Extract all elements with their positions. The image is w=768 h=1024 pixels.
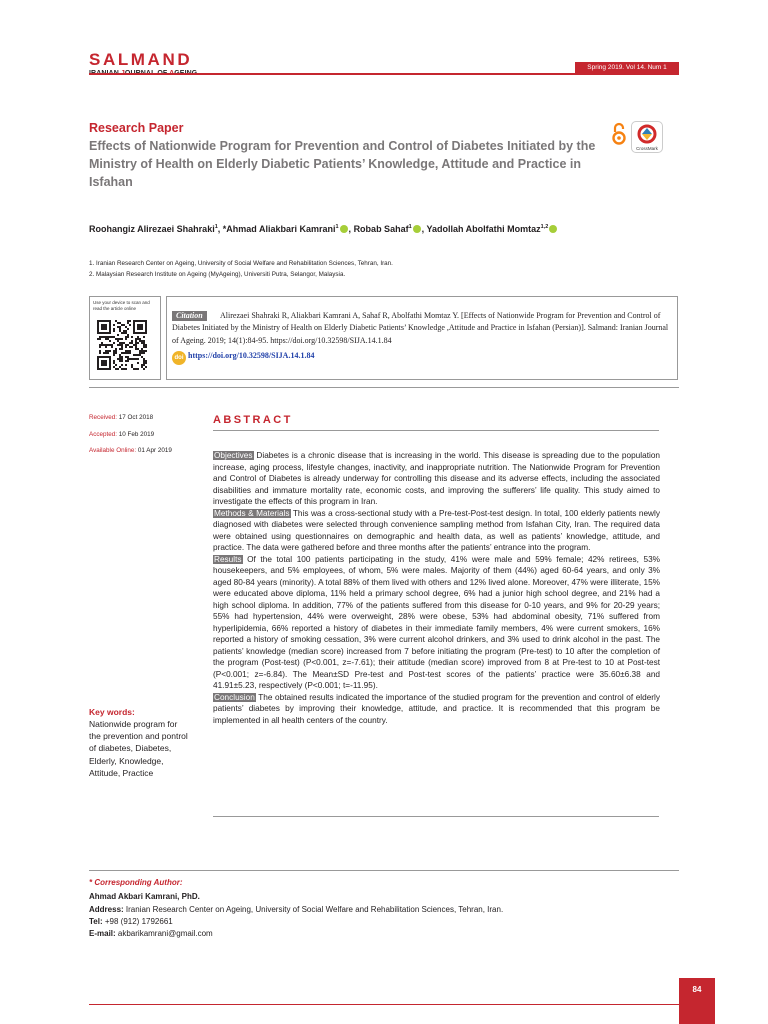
abstract-heading: ABSTRACT [213, 414, 293, 426]
conclusion-label: Conclusion [214, 692, 255, 702]
keywords-heading: Key words: [89, 707, 135, 717]
divider [89, 387, 679, 388]
orcid-icon[interactable] [340, 225, 348, 233]
conclusion-text: The obtained results indicated the importance of the studied program for the prevention and control of elderly patients’ diabetes by improving their knowledge, attitude, and practice. It is recommended that this program be implemented in all health centers of the country. [213, 692, 660, 725]
corresponding-address: Address: Iranian Research Center on Ageing, University of Social Welfare and Rehabilitation Sciences, Tehran, Iran. [89, 905, 504, 914]
keywords-text: Nationwide program for the prevention and pontrol of diabetes, Diabetes, Elderly, Knowledge, Attitude, Practice [89, 719, 188, 778]
abstract-body [213, 450, 660, 726]
crossmark-icon [632, 122, 662, 146]
affiliation: 2. Malaysian Research Institute on Ageing (MyAgeing), Universiti Putra, Selangor, Malaysia. [89, 271, 346, 278]
online-date: Available Online: 01 Apr 2019 [89, 447, 172, 454]
qr-code[interactable] [97, 320, 147, 370]
results-text: Of the total 100 patients participating in the study, 41% were male and 59% female; 42% retirees, 53% housekeepers, and 5% employees, of whom, 5% were males. Majority of them (44%) aged 60-64 years, and only 3% aged 80-84 years (minority). A total 88% of them lived with others and 12% lived alone. Moreover, 47% were illiterate, 15% were educated above diploma, 11% held a primary school degree, 6% had a junior high school degree, and 21% had a high school diploma. In addition, 77% of the patients suffered from this disease for 0-10 years, and 9% for 20-29 years; 55% had hypertension, 44% were overweight, 28% were obese, 53% had abdominal obesity, 71% suffered from hyperlipidemia, 66% reported a history of diabetes in their immediate family members, 4% were current smokers, 16% reported a history of smoking cessation, 3% were current alcohol drinkers, and 3% used to drink alcohol in the past. The patients’ knowledge (median score) increased from 7 before initiating the program (Pre-test) to 10 after the completion of the program (Post-test) (P<0.001, z=-7.61); their attitude (median score) improved from 8 at Pre-test to 10 at Post-test (P<0.001; z=-6.84). The Mean±SD Pre-test and Post-test scores of the patients’ practice were 35.60±6.38 and 41.91±5.23, respectively (P<0.001; t=-11.95). [213, 554, 660, 690]
results-label: Results [214, 554, 242, 564]
crossmark-label: CrossMark [636, 146, 658, 151]
divider [89, 870, 679, 871]
paper-type: Research Paper [89, 121, 184, 135]
issue-badge: Spring 2019. Vol 14. Num 1 [575, 62, 679, 74]
doi-link[interactable]: https://doi.org/10.32598/SIJA.14.1.84 [188, 351, 315, 360]
divider [213, 816, 659, 817]
author: Robab Sahaf [353, 224, 409, 234]
corresponding-tel: Tel: +98 (912) 1792661 [89, 917, 173, 926]
corresponding-name: Ahmad Akbari Kamrani, PhD. [89, 892, 200, 901]
corresponding-heading: * Corresponding Author: [89, 878, 183, 887]
accepted-date: Accepted: 10 Feb 2019 [89, 431, 155, 438]
orcid-icon[interactable] [413, 225, 421, 233]
author: Roohangiz Alirezaei Shahraki [89, 224, 215, 234]
received-date: Received: 17 Oct 2018 [89, 414, 154, 421]
orcid-icon[interactable] [549, 225, 557, 233]
objectives-label: Objectives [214, 451, 253, 460]
qr-caption: Use your device to scan and read the article online [93, 300, 150, 311]
affiliation: 1. Iranian Research Center on Ageing, University of Social Welfare and Rehabilitation Sciences, Tehran, Iran. [89, 260, 393, 267]
methods-label: Methods & Materials [214, 508, 290, 518]
doi-icon: doi [172, 351, 186, 365]
objectives-text: Diabetes is a chronic disease that is increasing in the world. This disease is spreading due to the population increase, aging process, lifestyle changes, inactivity, and inappropriate nutrition. The Nationwide Program for Prevention and Control of Diabetes is already underway for controlling this disease and its adverse effects, including the associated disabilities and immature mortality rate, economic costs, and improving the sufferers’ life quality. This study aimed to investigate the effects of this program in Iran. [213, 451, 660, 506]
methods-text: This was a cross-sectional study with a Pre-test-Post-test design. In total, 100 elderly patients newly diagnosed with diabetes were selected through convenience sampling method from Isfahan City, Iran. The required data were obtained using questionnaires on demographic and health data, as well as patients’ knowledge, attitude, and practice. The data were gathered before and three months after the patients’ entrance into the program. [213, 508, 660, 552]
citation-label: Citation [172, 311, 207, 321]
journal-logo: SALMAND [89, 50, 193, 69]
footer-rule [89, 1004, 679, 1005]
paper-title: Effects of Nationwide Program for Prevention and Control of Diabetes Initiated by the Ministry of Health on Elderly Diabetic Patients’ Knowledge, Attitude and Practice in Isfahan [89, 139, 596, 189]
author: Yadollah Abolfathi Momtaz [426, 224, 541, 234]
abstract-rule [213, 430, 659, 431]
author: *Ahmad Aliakbari Kamrani [222, 224, 336, 234]
corresponding-email: E-mail: akbarikamrani@gmail.com [89, 929, 213, 938]
citation-text: Alirezaei Shahraki R, Aliakbari Kamrani A, Sahaf R, Abolfathi Momtaz Y. [Effects of Nationwide Program for Prevention and Control of Diabetes Initiated by the Ministry of Health on Elderly Diabetic Patients’ Knowledge ,Attitude and Practice in Isfahan (Persian)]. Salmand: Iranian Journal of Ageing. 2019; 14(1):84-95. https://doi.org/10.32598/SIJA.14.1.84 [172, 311, 669, 345]
open-access-icon [611, 122, 627, 146]
page-number: 84 [692, 985, 702, 994]
author-list: Roohangiz Alirezaei Shahraki$^1$, *Ahmad Aliakbari Kamrani$^1$ , Robab Sahaf$^1$ , Yadollah Abolfathi Momtaz$^{1,2}$ [89, 224, 558, 234]
